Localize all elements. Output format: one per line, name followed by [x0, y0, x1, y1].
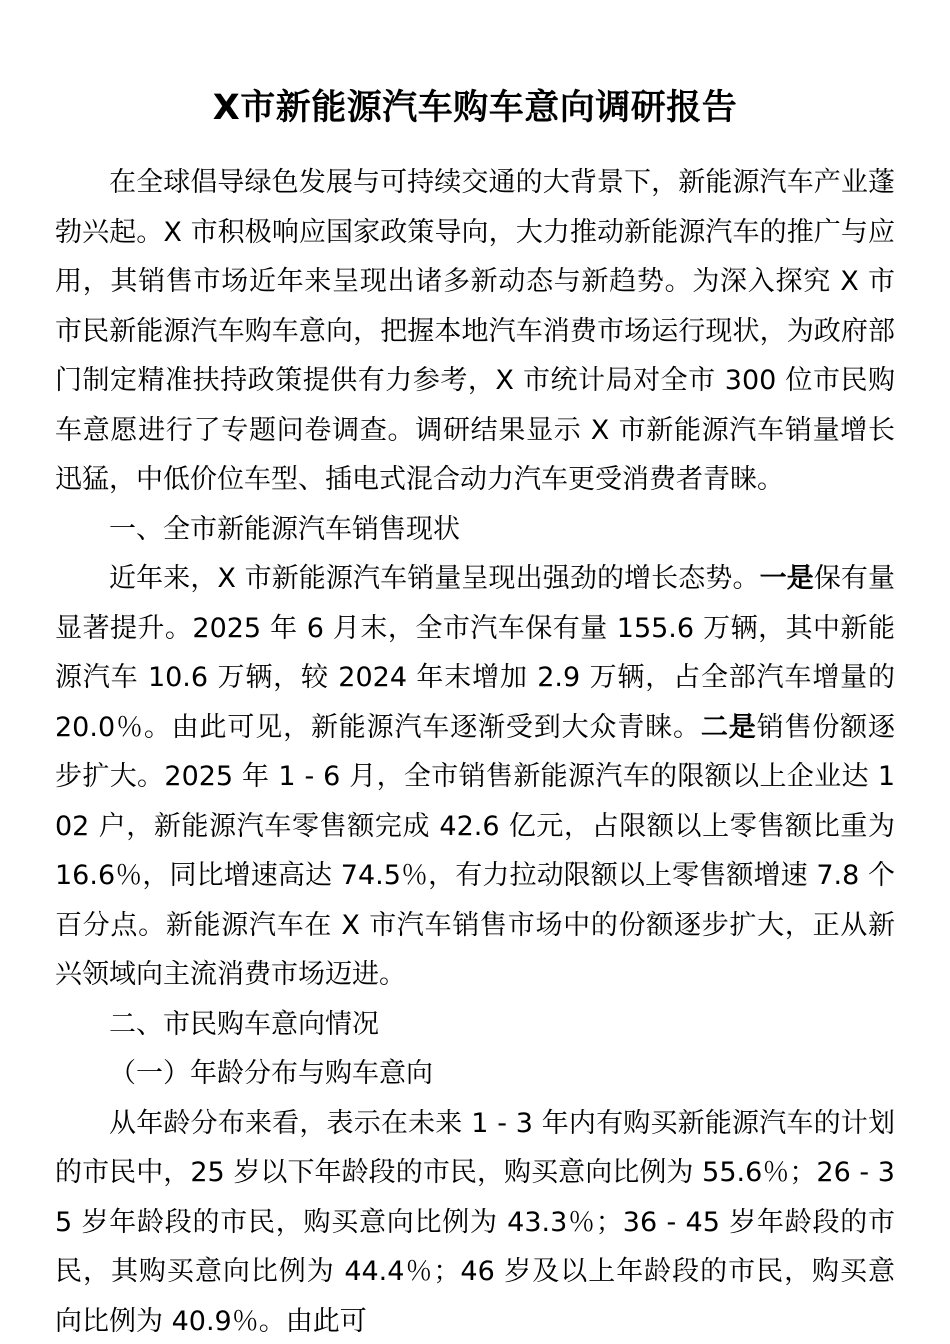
section-one-emphasis-one: 一是 [759, 563, 814, 594]
section-two-heading: 二、市民购车意向情况 [109, 1008, 379, 1040]
section-one-emphasis-two: 二是 [700, 711, 757, 743]
document-body [55, 158, 895, 1344]
section-one-paragraph [55, 554, 895, 1000]
subsection-one-paragraph: 从年龄分布来看，表示在未来 1 - 3 年内有购买新能源汽车的计划的市民中，25 岁以下年龄段的市民，购买意向比例为 55.6％；26 - 35 岁年龄段的市民，购买意向比例为 43.3％；36 - 45 岁年龄段的市民，其购买意向比例为 44.4％；46 岁及以上年龄段的市民，购买意向比例为 40.9％。由此可 [55, 1107, 895, 1337]
subsection-one-heading: （一）年龄分布与购车意向 [109, 1058, 433, 1089]
section-one-text-c: 销售份额逐步扩大。2025 年 1 - 6 月，全市销售新能源汽车的限额以上企业达 102 户，新能源汽车零售额完成 42.6 亿元，占限额以上零售额比重为 16.6％，同比增速高达 74.5％，有力拉动限额以上零售额增速 7.8 个百分点。新能源汽车在 X 市汽车销售市场中的份额逐步扩大，正从新兴领域向主流消费市场迈进。 [55, 711, 896, 990]
section-one-heading: 一、全市新能源汽车销售现状 [109, 513, 460, 545]
page-title: X市新能源汽车购车意向调研报告 [212, 88, 738, 129]
intro-paragraph: 在全球倡导绿色发展与可持续交通的大背景下，新能源汽车产业蓬勃兴起。X 市积极响应国家政策导向，大力推动新能源汽车的推广与应用，其销售市场近年来呈现出诸多新动态与新趋势。为深入探究 X 市市民新能源汽车购车意向，把握本地汽车消费市场运行现状，为政府部门制定精准扶持政策提供有力参考，X 市统计局对全市 300 位市民购车意愿进行了专题问卷调查。调研结果显示 X 市新能源汽车销量增长迅猛，中低价位车型、插电式混合动力汽车更受消费者青睐。 [55, 167, 895, 495]
section-one-text-b: 保有量显著提升。2025 年 6 月末，全市汽车保有量 155.6 万辆，其中新能源汽车 10.6 万辆，较 2024 年末增加 2.9 万辆，占全部汽车增量的 20.0％。由此可见，新能源汽车逐渐受到大众青睐。 [55, 563, 896, 743]
section-one-text-a: 近年来，X 市新能源汽车销量呈现出强劲的增长态势。 [109, 563, 760, 594]
